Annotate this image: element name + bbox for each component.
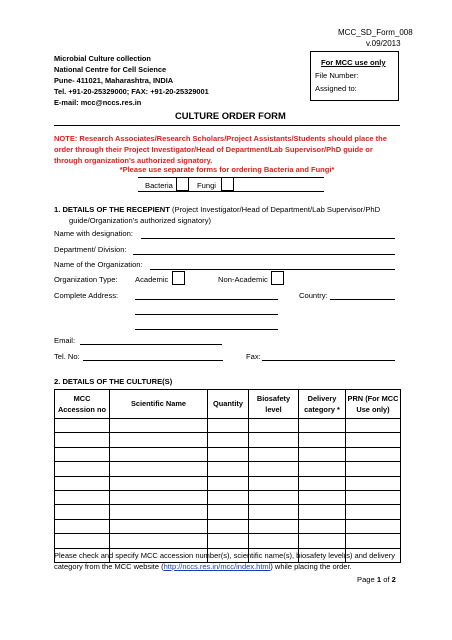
country-label: Country:: [299, 291, 328, 300]
table-cell[interactable]: [55, 519, 110, 533]
col-biosafety: Biosafety level: [249, 390, 299, 419]
table-cell[interactable]: [299, 462, 346, 476]
table-cell[interactable]: [249, 490, 299, 504]
table-cell[interactable]: [208, 519, 249, 533]
bacteria-label: Bacteria: [145, 181, 173, 190]
table-cell[interactable]: [110, 490, 208, 504]
table-row: [55, 505, 401, 519]
table-cell[interactable]: [55, 447, 110, 461]
col-scientific-name: Scientific Name: [110, 390, 208, 419]
table-cell[interactable]: [55, 490, 110, 504]
org-centre: National Centre for Cell Science: [54, 65, 167, 74]
table-row: [55, 519, 401, 533]
form-code: MCC_SD_Form_008: [338, 28, 413, 37]
table-cell[interactable]: [55, 462, 110, 476]
table-cell[interactable]: [249, 476, 299, 490]
table-cell[interactable]: [299, 433, 346, 447]
table-row: [55, 433, 401, 447]
table-cell[interactable]: [110, 462, 208, 476]
country-field[interactable]: [330, 299, 395, 300]
col-quantity: Quantity: [208, 390, 249, 419]
separate-forms-note: *Please use separate forms for ordering Bacteria and Fungi*: [119, 165, 335, 174]
table-cell[interactable]: [299, 447, 346, 461]
table-cell[interactable]: [346, 433, 401, 447]
culture-table-header: [55, 390, 401, 419]
col-delivery: Delivery category *: [299, 390, 346, 419]
section1-heading-line2: guide/Organization's authorized signatory): [69, 216, 212, 225]
table-cell[interactable]: [208, 476, 249, 490]
table-cell[interactable]: [110, 476, 208, 490]
table-cell[interactable]: [299, 419, 346, 433]
fungi-label: Fungi: [197, 181, 216, 190]
table-cell[interactable]: [346, 476, 401, 490]
table-cell[interactable]: [110, 534, 208, 548]
assigned-to-label: Assigned to:: [315, 84, 357, 93]
table-cell[interactable]: [299, 505, 346, 519]
tel-field[interactable]: [83, 360, 223, 361]
table-cell[interactable]: [208, 490, 249, 504]
section1-heading-bold: 1. DETAILS OF THE RECEPIENT: [54, 205, 170, 214]
table-cell[interactable]: [346, 419, 401, 433]
table-row: [55, 447, 401, 461]
org-type-label: Organization Type:: [54, 275, 118, 284]
table-cell[interactable]: [249, 505, 299, 519]
fax-field[interactable]: [262, 360, 395, 361]
table-cell[interactable]: [346, 447, 401, 461]
email-field[interactable]: [80, 344, 222, 345]
table-cell[interactable]: [299, 534, 346, 548]
table-cell[interactable]: [55, 505, 110, 519]
title-rule: [54, 125, 400, 126]
table-cell[interactable]: [110, 419, 208, 433]
footer-text-before: Please check and specify MCC accession number(s), scientific name(s), biosafety level(s) and delivery category from the MCC website (: [54, 551, 395, 571]
name-field[interactable]: [141, 238, 395, 239]
page-number: Page 1 of 2: [357, 575, 396, 584]
table-cell[interactable]: [208, 505, 249, 519]
page-title: CULTURE ORDER FORM: [175, 110, 286, 121]
table-row: [55, 490, 401, 504]
fungi-checkbox[interactable]: [221, 177, 234, 191]
address-line-3[interactable]: [135, 329, 278, 330]
mcc-use-title: For MCC use only: [321, 58, 386, 67]
table-cell[interactable]: [249, 433, 299, 447]
org-field[interactable]: [150, 269, 395, 270]
table-cell[interactable]: [249, 534, 299, 548]
table-cell[interactable]: [110, 519, 208, 533]
academic-checkbox[interactable]: [172, 271, 185, 285]
email-label: Email:: [54, 336, 76, 345]
form-version: v.09/2013: [366, 39, 401, 48]
table-cell[interactable]: [249, 519, 299, 533]
table-cell[interactable]: [208, 534, 249, 548]
table-cell[interactable]: [249, 447, 299, 461]
table-cell[interactable]: [208, 433, 249, 447]
table-row: [55, 462, 401, 476]
table-cell[interactable]: [299, 476, 346, 490]
section1-heading-rest: (Project Investigator/Head of Department/Lab Supervisor/PhD: [169, 205, 381, 214]
mcc-website-link[interactable]: http://nccs.res.in/mcc/index.html: [163, 562, 271, 571]
non-academic-label: Non-Academic: [218, 275, 268, 284]
table-cell[interactable]: [110, 433, 208, 447]
table-cell[interactable]: [208, 419, 249, 433]
table-row: [55, 476, 401, 490]
culture-table: [54, 389, 401, 563]
col-accession: MCC Accession no: [55, 390, 110, 419]
section2-heading: 2. DETAILS OF THE CULTURE(S): [54, 377, 173, 386]
table-cell[interactable]: [346, 534, 401, 548]
note-text: NOTE: Research Associates/Research Scholars/Project Assistants/Students should place the order through their Project Investigator/Head of Department/Lab Supervisor/PhD guide or through organization's authorized signatory.: [54, 134, 387, 165]
table-cell[interactable]: [208, 462, 249, 476]
table-cell[interactable]: [346, 462, 401, 476]
name-label: Name with designation:: [54, 229, 133, 238]
dept-field[interactable]: [133, 254, 395, 255]
org-phone: Tel. +91-20-25329000; FAX: +91-20-25329001: [54, 87, 209, 96]
table-cell[interactable]: [55, 476, 110, 490]
org-city: Pune- 411021, Maharashtra, INDIA: [54, 76, 174, 85]
table-cell[interactable]: [55, 419, 110, 433]
table-cell[interactable]: [299, 490, 346, 504]
table-cell[interactable]: [110, 447, 208, 461]
table-row: [55, 534, 401, 548]
address-label: Complete Address:: [54, 291, 119, 300]
address-line-1[interactable]: [135, 299, 278, 300]
org-name: Microbial Culture collection: [54, 54, 151, 63]
table-cell[interactable]: [346, 505, 401, 519]
org-label: Name of the Organization:: [54, 260, 143, 269]
table-cell[interactable]: [346, 519, 401, 533]
footer-text-after: ) while placing the order.: [270, 562, 352, 571]
mcc-use-box: [310, 51, 399, 101]
file-number-label: File Number:: [315, 71, 359, 80]
table-cell[interactable]: [249, 462, 299, 476]
academic-label: Academic: [135, 275, 169, 284]
table-cell[interactable]: [299, 519, 346, 533]
dept-label: Department/ Division:: [54, 245, 127, 254]
section1-heading: [54, 205, 380, 214]
bacteria-checkbox[interactable]: [176, 177, 189, 191]
table-cell[interactable]: [110, 505, 208, 519]
table-cell[interactable]: [55, 433, 110, 447]
table-cell[interactable]: [249, 419, 299, 433]
fax-label: Fax:: [246, 352, 261, 361]
table-cell[interactable]: [208, 447, 249, 461]
table-row: [55, 419, 401, 433]
address-line-2[interactable]: [135, 314, 278, 315]
org-email: E-mail: mcc@nccs.res.in: [54, 98, 142, 107]
col-prn: PRN (For MCC Use only): [346, 390, 401, 419]
table-cell[interactable]: [346, 490, 401, 504]
tel-label: Tel. No:: [54, 352, 80, 361]
non-academic-checkbox[interactable]: [271, 271, 284, 285]
footer-instructions: [54, 550, 400, 572]
table-cell[interactable]: [55, 534, 110, 548]
